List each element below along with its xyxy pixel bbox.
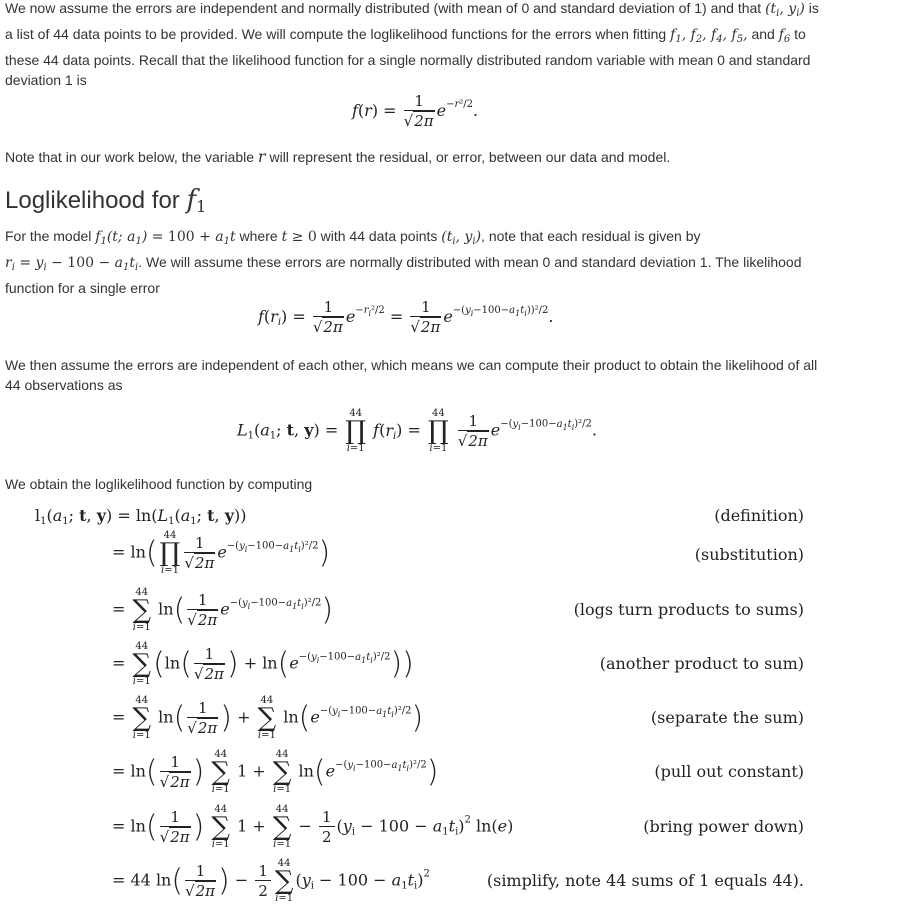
model-text-e: . We will assume these errors are normally distributed with mean 0 and standard deviation 1. The likelihood xyxy=(138,254,802,270)
note-bring-power: (bring power down) xyxy=(643,817,804,836)
intro-and: and xyxy=(751,26,775,42)
note-separate-sum: (separate the sum) xyxy=(650,708,804,727)
intro-line3: these 44 data points. Recall that the likelihood function for a single normally distributed random variable with mean 0 and standard xyxy=(5,52,811,68)
intro-line2: a list of 44 data points to be provided. We will compute the loglikelihood functions for the errors when fitting xyxy=(5,26,667,42)
residual-formula: $r_i = y_i - 100 - a_1t_i$ xyxy=(5,255,139,273)
single-error-likelihood-equation: $f(r_i)$ = $\frac{1}{√2\pi}$ $e^{-r_i^2/2}$ = $\frac{1}{√2\pi}$ $e^{-(y_i-100-a_1t_i))^2/2}$. xyxy=(258,298,554,336)
derivation-line-2: = ln( 44 ∏ i=1 $\frac{1}{√2\pi}$ $e^{-(y_i-100-a_1t_i)^2/2}$) xyxy=(112,530,331,576)
f-list-math: $f_1$, $f_2$, $f_4$, $f_5$, xyxy=(670,27,748,45)
residual-note-pre: Note that in our work below, the variable xyxy=(5,149,255,165)
derivation-line-7: = ln( $\frac{1}{√2\pi}$ ) 44 ∑ i=1 1 + 44 ∑ i=1 − $\frac{1}{2}$ $(y_i - 100 - a_1t_i)^2$ ln(e) xyxy=(112,804,514,850)
section-heading: Loglikelihood for f1 xyxy=(5,185,207,216)
section-heading-text: Loglikelihood for xyxy=(5,187,180,214)
derivation-line-6: = ln( $\frac{1}{√2\pi}$ ) 44 ∑ i=1 1 + 44 ∑ i=1 $\ln(e^{-(y_i-100-a_1t_i)^2/2})$ xyxy=(112,749,439,795)
model-text-d: , note that each residual is given by xyxy=(481,228,701,244)
t-condition: t ≥ 0 xyxy=(281,229,317,245)
note-pull-constant: (pull out constant) xyxy=(654,762,804,781)
note-definition: (definition) xyxy=(714,506,804,525)
model-text-c: with 44 data points xyxy=(320,228,438,244)
residual-note xyxy=(5,147,825,167)
model-text-a: For the model xyxy=(5,228,92,244)
note-another-product: (another product to sum) xyxy=(599,654,804,673)
intro-line1-end: is xyxy=(808,0,819,16)
derivation-line-4: = 44 ∑ i=1 (ln( $\frac{1}{√2\pi}$ ) + $\ln(e^{-(y_i-100-a_1t_i)^2/2})$) xyxy=(112,641,414,687)
derivation-line-1: $l_1(a_1$; t, $y) = \ln(L_1(a_1$; t, y)) xyxy=(35,506,247,527)
derivation-line-5: = 44 ∑ i=1 ln( $\frac{1}{√2\pi}$ ) + 44 ∑ i=1 $\ln(e^{-(y_i-100-a_1t_i)^2/2})$ xyxy=(112,695,424,741)
intro-to: to xyxy=(794,26,806,42)
derivation-line-3: = 44 ∑ i=1 ln( $\frac{1}{√2\pi}$ $e^{-(y_i-100-a_1t_i)^2/2}$) xyxy=(112,587,334,633)
total-likelihood-equation: $L_1(a_1$; t, y) = 44 ∏ i=1 $f(r_i)$ = 44 ∏ i=1 $\frac{1}{√2\pi}$ $e^{-(y_i-100-a_1t_i)^2/2}$. xyxy=(237,408,597,454)
r-variable: r xyxy=(257,147,266,166)
compute-text: We obtain the loglikelihood function by computing xyxy=(5,476,313,492)
f6-math: $f_6$ xyxy=(778,27,791,45)
note-simplify: (simplify, note 44 sums of 1 equals 44). xyxy=(486,871,804,890)
product-text-2: 44 observations as xyxy=(5,377,123,393)
residual-note-post: will represent the residual, or error, between our data and model. xyxy=(269,149,671,165)
note-logs-products: (logs turn products to sums) xyxy=(573,600,804,619)
model-paragraph xyxy=(5,226,825,298)
model-formula: $f_1(t$; $a_1) = 100 + a_1t$ xyxy=(95,229,236,247)
intro-paragraph xyxy=(5,0,825,90)
intro-line1: We now assume the errors are independent and normally distributed (with mean of 0 and standard deviation of 1) and that xyxy=(5,0,762,16)
product-text-1: We then assume the errors are independent of each other, which means we can compute their product to obtain the likelihood of all xyxy=(5,357,818,373)
derivation-line-8: = 44 ln( $\frac{1}{√2\pi}$ ) − $\frac{1}{2}$ 44 ∑ i=1 $(y_i - 100 - a_1t_i)^2$ xyxy=(112,858,430,904)
product-paragraph xyxy=(5,355,825,395)
model-text-b: where xyxy=(239,228,278,244)
intro-line4: deviation 1 is xyxy=(5,72,87,88)
data-pair-math: ($t_i$, $y_i$) xyxy=(765,1,805,19)
data-pair-math-2: ($t_i$, $y_i$) xyxy=(441,229,482,247)
model-text-f: function for a single error xyxy=(5,280,160,296)
normal-pdf-equation: f(r) = $\frac{1}{√2\pi}$ $e^{-r^2/2}$. xyxy=(352,92,479,130)
compute-paragraph xyxy=(5,474,825,494)
note-substitution: (substitution) xyxy=(694,545,804,564)
